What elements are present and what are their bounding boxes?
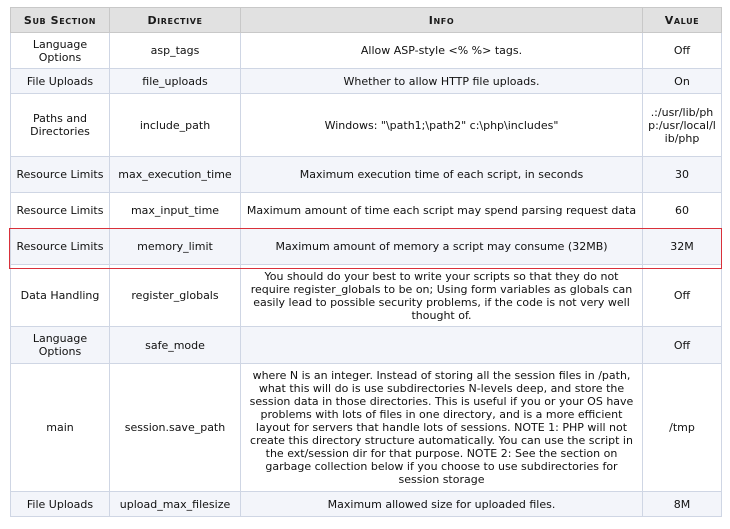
php-settings-panel [10, 7, 721, 517]
cell-value: 60 [643, 193, 722, 229]
cell-info [241, 327, 643, 364]
cell-sub-section: File Uploads [11, 69, 110, 94]
cell-directive: register_globals [110, 265, 241, 327]
cell-value: .:/usr/lib/php:/usr/local/lib/php [643, 94, 722, 157]
cell-sub-section: Paths and Directories [11, 94, 110, 157]
table-row[interactable] [11, 327, 722, 364]
table-row[interactable] [11, 265, 722, 327]
cell-value: 30 [643, 157, 722, 193]
table-row[interactable] [11, 94, 722, 157]
cell-info: Maximum allowed size for uploaded files. [241, 492, 643, 517]
column-header-info[interactable]: Info [241, 8, 643, 33]
cell-directive: session.save_path [110, 364, 241, 492]
table-row-highlighted[interactable] [11, 229, 722, 265]
cell-sub-section: Resource Limits [11, 193, 110, 229]
column-header-sub-section[interactable]: Sub Section [11, 8, 110, 33]
cell-value: Off [643, 265, 722, 327]
table-row[interactable] [11, 33, 722, 69]
cell-directive: asp_tags [110, 33, 241, 69]
table-row[interactable] [11, 364, 722, 492]
cell-sub-section: Data Handling [11, 265, 110, 327]
table-row[interactable] [11, 157, 722, 193]
cell-value: 32M [643, 229, 722, 265]
cell-value: /tmp [643, 364, 722, 492]
cell-sub-section: main [11, 364, 110, 492]
cell-directive: max_input_time [110, 193, 241, 229]
column-header-directive[interactable]: Directive [110, 8, 241, 33]
cell-info: Maximum execution time of each script, in seconds [241, 157, 643, 193]
cell-info: Windows: "\path1;\path2" c:\php\includes" [241, 94, 643, 157]
cell-info: Allow ASP-style <% %> tags. [241, 33, 643, 69]
php-directives-table [10, 7, 722, 517]
cell-directive: memory_limit [110, 229, 241, 265]
cell-sub-section: File Uploads [11, 492, 110, 517]
cell-sub-section: Resource Limits [11, 229, 110, 265]
cell-info: Whether to allow HTTP file uploads. [241, 69, 643, 94]
cell-directive: max_execution_time [110, 157, 241, 193]
table-header-row [11, 8, 722, 33]
cell-sub-section: Resource Limits [11, 157, 110, 193]
cell-info: Maximum amount of memory a script may consume (32MB) [241, 229, 643, 265]
table-row[interactable] [11, 193, 722, 229]
cell-info: Maximum amount of time each script may spend parsing request data [241, 193, 643, 229]
table-row[interactable] [11, 492, 722, 517]
cell-value: Off [643, 327, 722, 364]
cell-directive: upload_max_filesize [110, 492, 241, 517]
cell-info: You should do your best to write your scripts so that they do not require register_globals to be on; Using form variables as globals can easily lead to possible security problems, if the code is not very well thought of. [241, 265, 643, 327]
cell-directive: safe_mode [110, 327, 241, 364]
cell-value: On [643, 69, 722, 94]
cell-info: where N is an integer. Instead of storing all the session files in /path, what this will do is use subdirectories N-levels deep, and store the session data in those directories. This is useful if you or your OS have problems with lots of files in one directory, and is a more efficient layout for servers that handle lots of sessions. NOTE 1: PHP will not create this directory structure automatically. You can use the script in the ext/session dir for that purpose. NOTE 2: See the section on garbage collection below if you choose to use subdirectories for session storage [241, 364, 643, 492]
table-row[interactable] [11, 69, 722, 94]
cell-value: 8M [643, 492, 722, 517]
cell-directive: file_uploads [110, 69, 241, 94]
cell-directive: include_path [110, 94, 241, 157]
cell-sub-section: Language Options [11, 33, 110, 69]
cell-value: Off [643, 33, 722, 69]
cell-sub-section: Language Options [11, 327, 110, 364]
column-header-value[interactable]: Value [643, 8, 722, 33]
